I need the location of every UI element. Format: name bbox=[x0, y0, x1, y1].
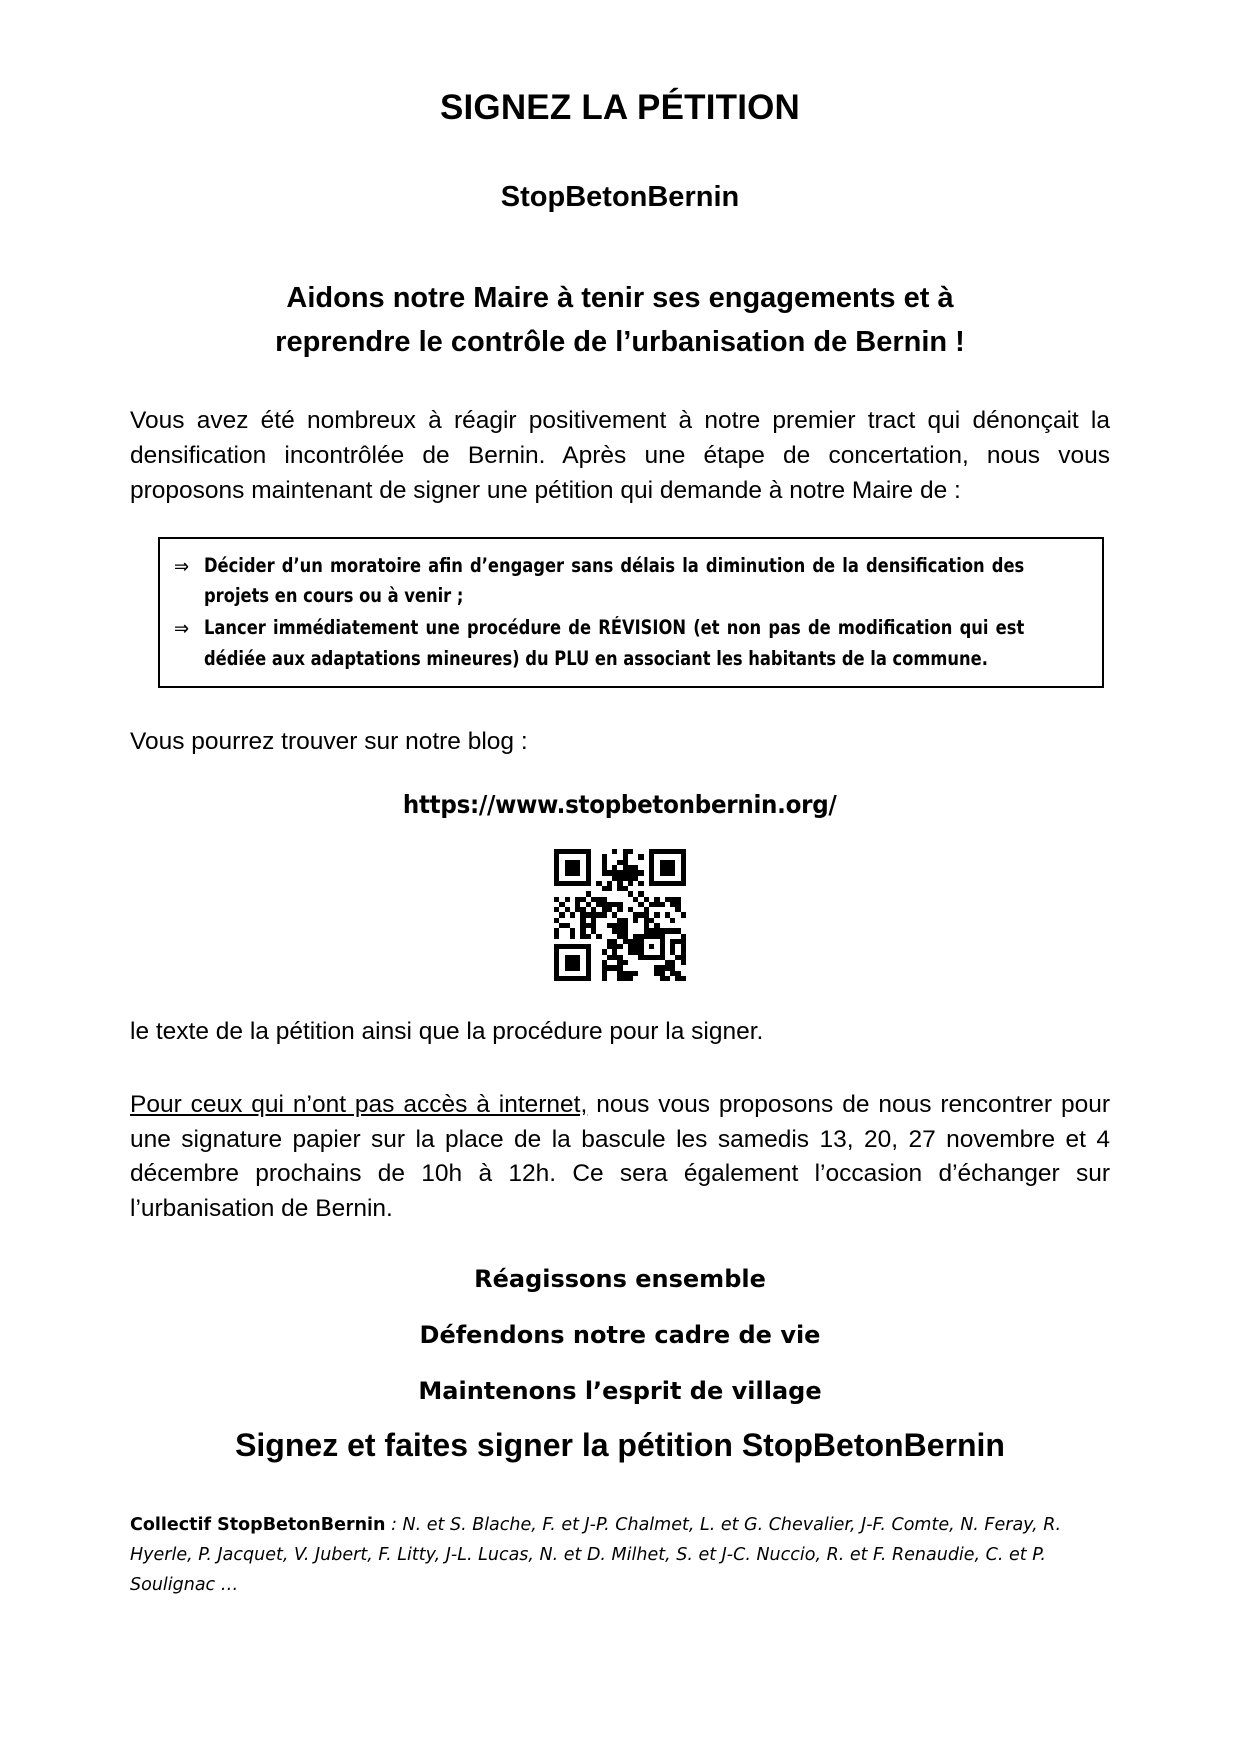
qr-code[interactable] bbox=[554, 849, 686, 981]
call-line-2: reprendre le contrôle de l’urbanisation de Bernin ! bbox=[275, 326, 965, 359]
page-title: SIGNEZ LA PÉTITION bbox=[439, 88, 801, 127]
collective-name-heading: StopBetonBernin bbox=[500, 181, 740, 213]
demand-item-text: Décider d’un moratoire afin d’engager sans délais la diminution de la densification des projets en cours ou à venir ; bbox=[204, 553, 1025, 607]
slogan-line-1: Réagissons ensemble bbox=[474, 1265, 766, 1294]
arrow-right-double-icon: ⇒ bbox=[174, 553, 190, 578]
offline-rest: nous vous proposons de nous rencontrer pour une signature papier sur la place de la bascule les samedis 13, 20, 27 novembre et 4 décembre prochains de 10h à 12h. Ce sera également l’occasion d’échanger sur l’urbanisation de Bernin. bbox=[130, 1090, 1110, 1223]
blog-lead-text: Vous pourrez trouver sur notre blog : bbox=[130, 728, 528, 756]
demand-item bbox=[174, 613, 1086, 674]
offline-underlined-lead: Pour ceux qui n’ont pas accès à internet, bbox=[130, 1090, 588, 1118]
slogan-line-2: Défendons notre cadre de vie bbox=[419, 1321, 821, 1350]
footer-member-names: N. et S. Blache, F. et J-P. Chalmet, L. et G. Chevalier, J-F. Comte, N. Feray, R. Hyerle, P. Jacquet, V. Jubert, F. Litty, J-L. Lucas, N. et D. Milhet, S. et J-C. Nuccio, R. et F. Renaudie, C. et P. Soulignac … bbox=[130, 1515, 1062, 1596]
blog-url-text: https://www.stopbetonbernin.org/ bbox=[403, 790, 837, 820]
offline-paragraph bbox=[130, 1050, 1110, 1227]
call-to-action-heading bbox=[130, 214, 1110, 364]
blog-after-text: le texte de la pétition ainsi que la procédure pour la signer. bbox=[130, 1018, 764, 1046]
intro-paragraph: Vous avez été nombreux à réagir positivement à notre premier tract qui dénonçait la densification incontrôlée de Bernin. Après une étape de concertation, nous vous proposons maintenant de signer une pétition qui demande à notre Maire de : bbox=[130, 407, 1110, 504]
demand-item-text: Lancer immédiatement une procédure de RÉVISION (et non pas de modification qui est dédiée aux adaptations mineures) du PLU en associant les habitants de la commune. bbox=[204, 616, 1025, 670]
slogan-line-3: Maintenons l’esprit de village bbox=[418, 1377, 822, 1406]
demand-item bbox=[174, 551, 1086, 612]
qr-code-wrapper bbox=[130, 819, 1110, 981]
footer-separator: : bbox=[385, 1515, 403, 1536]
demands-box bbox=[158, 537, 1104, 689]
arrow-right-double-icon: ⇒ bbox=[174, 616, 190, 641]
slogan-final: Signez et faites signer la pétition StopBetonBernin bbox=[235, 1427, 1005, 1464]
footer-collective-name: Collectif StopBetonBernin bbox=[130, 1515, 386, 1536]
footer-credits bbox=[130, 1464, 1110, 1600]
call-line-1: Aidons notre Maire à tenir ses engagements et à bbox=[286, 282, 954, 314]
blog-url[interactable] bbox=[130, 756, 1110, 819]
